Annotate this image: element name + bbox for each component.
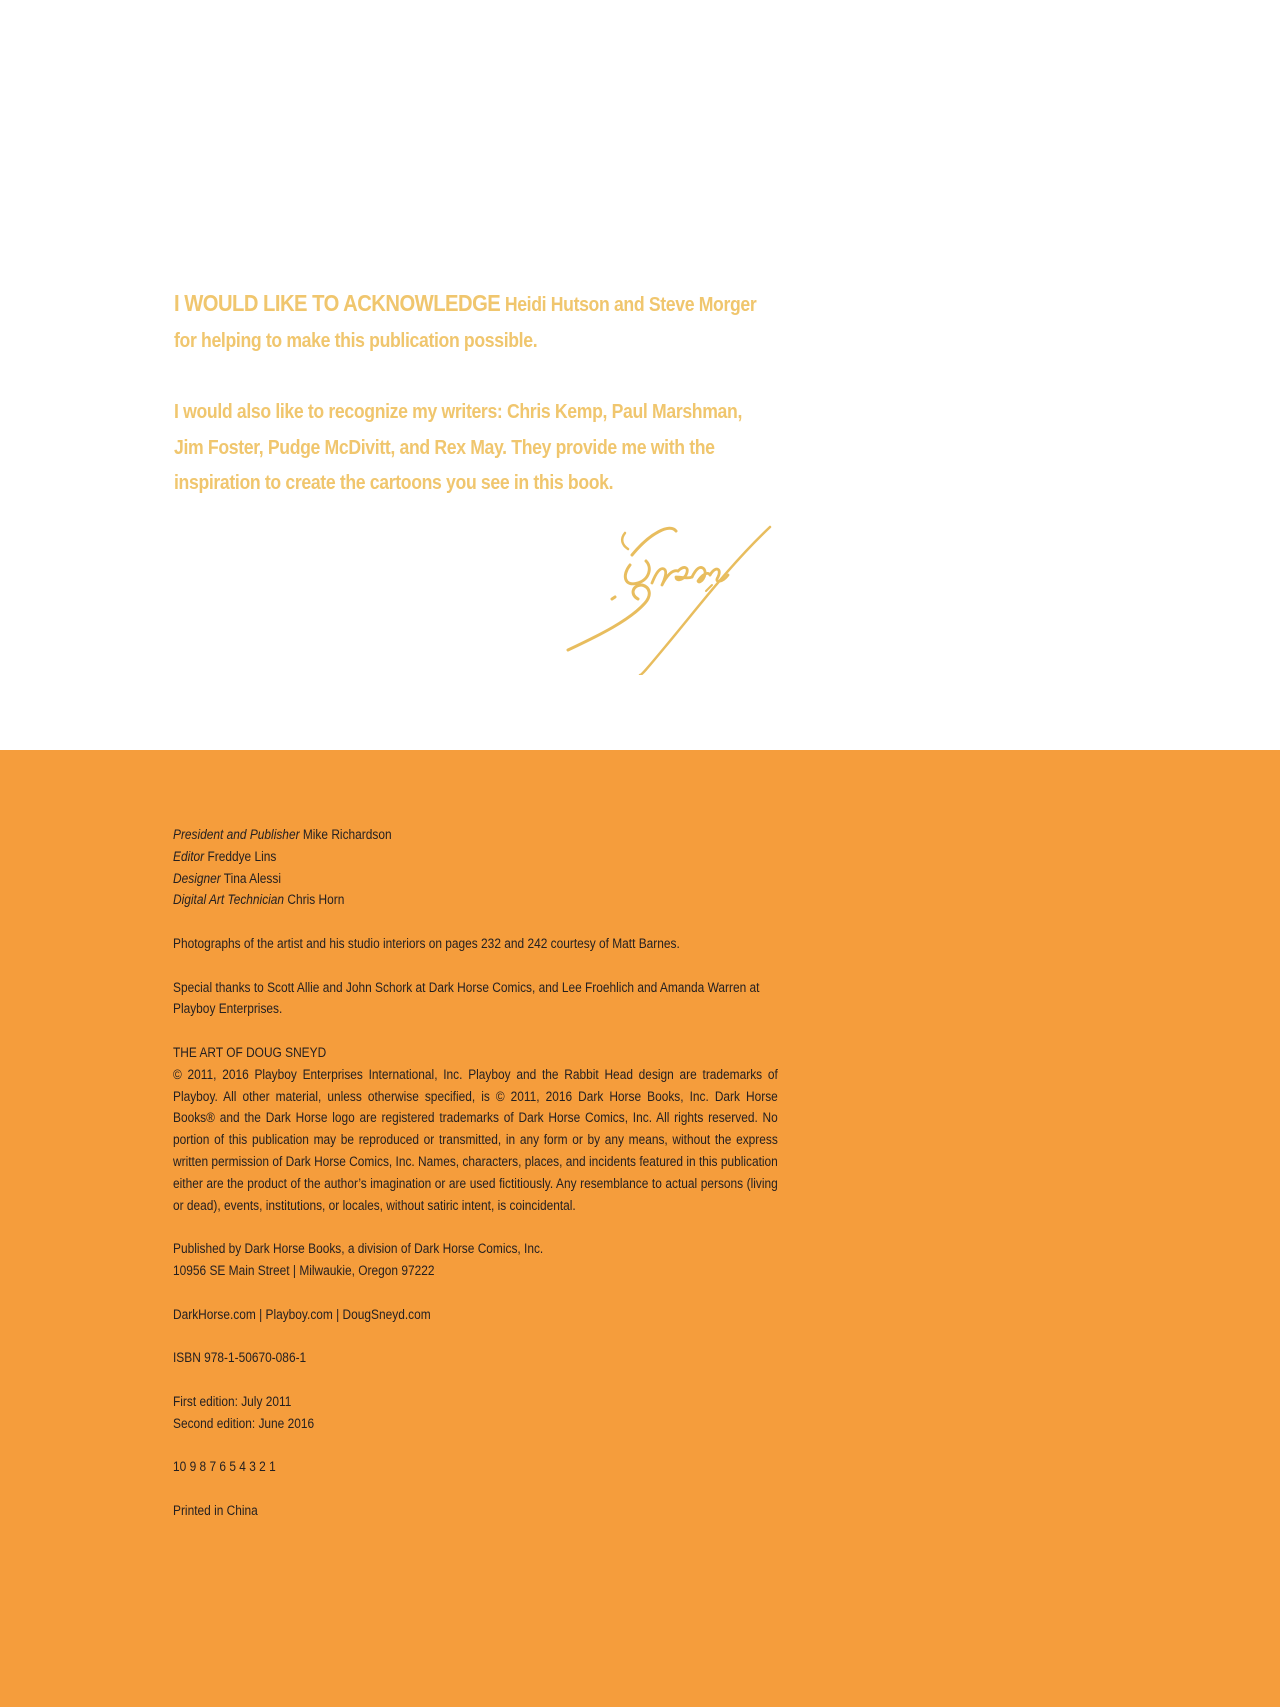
acknowledgement-section bbox=[0, 0, 1280, 750]
credit-name: Tina Alessi bbox=[220, 870, 281, 887]
editions-block bbox=[173, 1392, 778, 1436]
first-edition: First edition: July 2011 bbox=[173, 1393, 292, 1410]
publisher-line: Published by Dark Horse Books, a division of Dark Horse Comics, Inc. bbox=[173, 1241, 544, 1258]
acknowledgement-second-paragraph: I would also like to recognize my writers: Chris Kemp, Paul Marshman, Jim Foster, Pudge McDivitt, and Rex May. They provide me with the inspiration to create the cartoons you see in this book. bbox=[174, 400, 743, 494]
printed-in: Printed in China bbox=[173, 1502, 258, 1519]
special-thanks: Special thanks to Scott Allie and John Schork at Dark Horse Comics, and Lee Froehlich and Amanda Warren at Playboy Enterprises. bbox=[173, 979, 760, 1018]
copyright-block bbox=[173, 1043, 778, 1217]
credit-name: Mike Richardson bbox=[299, 827, 392, 843]
acknowledgement-first-rest: Heidi Hutson and Steve Morger for helping to make this publication possible. bbox=[174, 293, 757, 352]
signature-sneyd bbox=[560, 525, 780, 675]
isbn: ISBN 978-1-50670-086-1 bbox=[173, 1350, 307, 1367]
photo-credit: Photographs of the artist and his studio interiors on pages 232 and 242 courtesy of Matt Barnes. bbox=[173, 935, 680, 952]
credit-name: Freddye Lins bbox=[204, 848, 277, 865]
acknowledgement-text bbox=[174, 286, 767, 501]
credit-role: Editor bbox=[173, 848, 205, 865]
credit-line bbox=[173, 847, 778, 869]
websites: DarkHorse.com | Playboy.com | DougSneyd.com bbox=[173, 1306, 431, 1323]
acknowledgement-lead: I WOULD LIKE TO ACKNOWLEDGE bbox=[174, 290, 501, 316]
legal-notice: © 2011, 2016 Playboy Enterprises International, Inc. Playboy and the Rabbit Head design are trademarks of Playboy. All other material, unless otherwise specified, is © 2011, 2016 Dark Horse Books, Inc. Dark Horse Books® and the Dark Horse logo are registered trademarks of Dark Horse Comics, Inc. All rights reserved. No portion of this publication may be reproduced or transmitted, in any form or by any means, without the express written permission of Dark Horse Comics, Inc. Names, characters, places, and incidents featured in this publication either are the product of the author’s imagination or are used fictitiously. Any resemblance to actual persons (living or dead), events, institutions, or locales, without satiric intent, is coincidental. bbox=[173, 1066, 778, 1214]
second-edition: Second edition: June 2016 bbox=[173, 1415, 315, 1432]
book-title: THE ART OF DOUG SNEYD bbox=[173, 1044, 327, 1061]
printing-line: 10 9 8 7 6 5 4 3 2 1 bbox=[173, 1459, 276, 1476]
credit-line bbox=[173, 869, 778, 891]
credit-line bbox=[173, 825, 778, 847]
publisher-address: 10956 SE Main Street | Milwaukie, Oregon 97222 bbox=[173, 1262, 435, 1279]
credit-role: Digital Art Technician bbox=[173, 892, 285, 909]
acknowledgement-first-paragraph bbox=[174, 286, 767, 358]
credit-role: President and Publisher bbox=[173, 827, 300, 843]
colophon-text bbox=[173, 825, 778, 1523]
credit-line bbox=[173, 890, 778, 912]
credit-name: Chris Horn bbox=[284, 892, 345, 909]
credits-block bbox=[173, 825, 778, 912]
credit-role: Designer bbox=[173, 870, 221, 887]
publisher-block bbox=[173, 1239, 778, 1283]
